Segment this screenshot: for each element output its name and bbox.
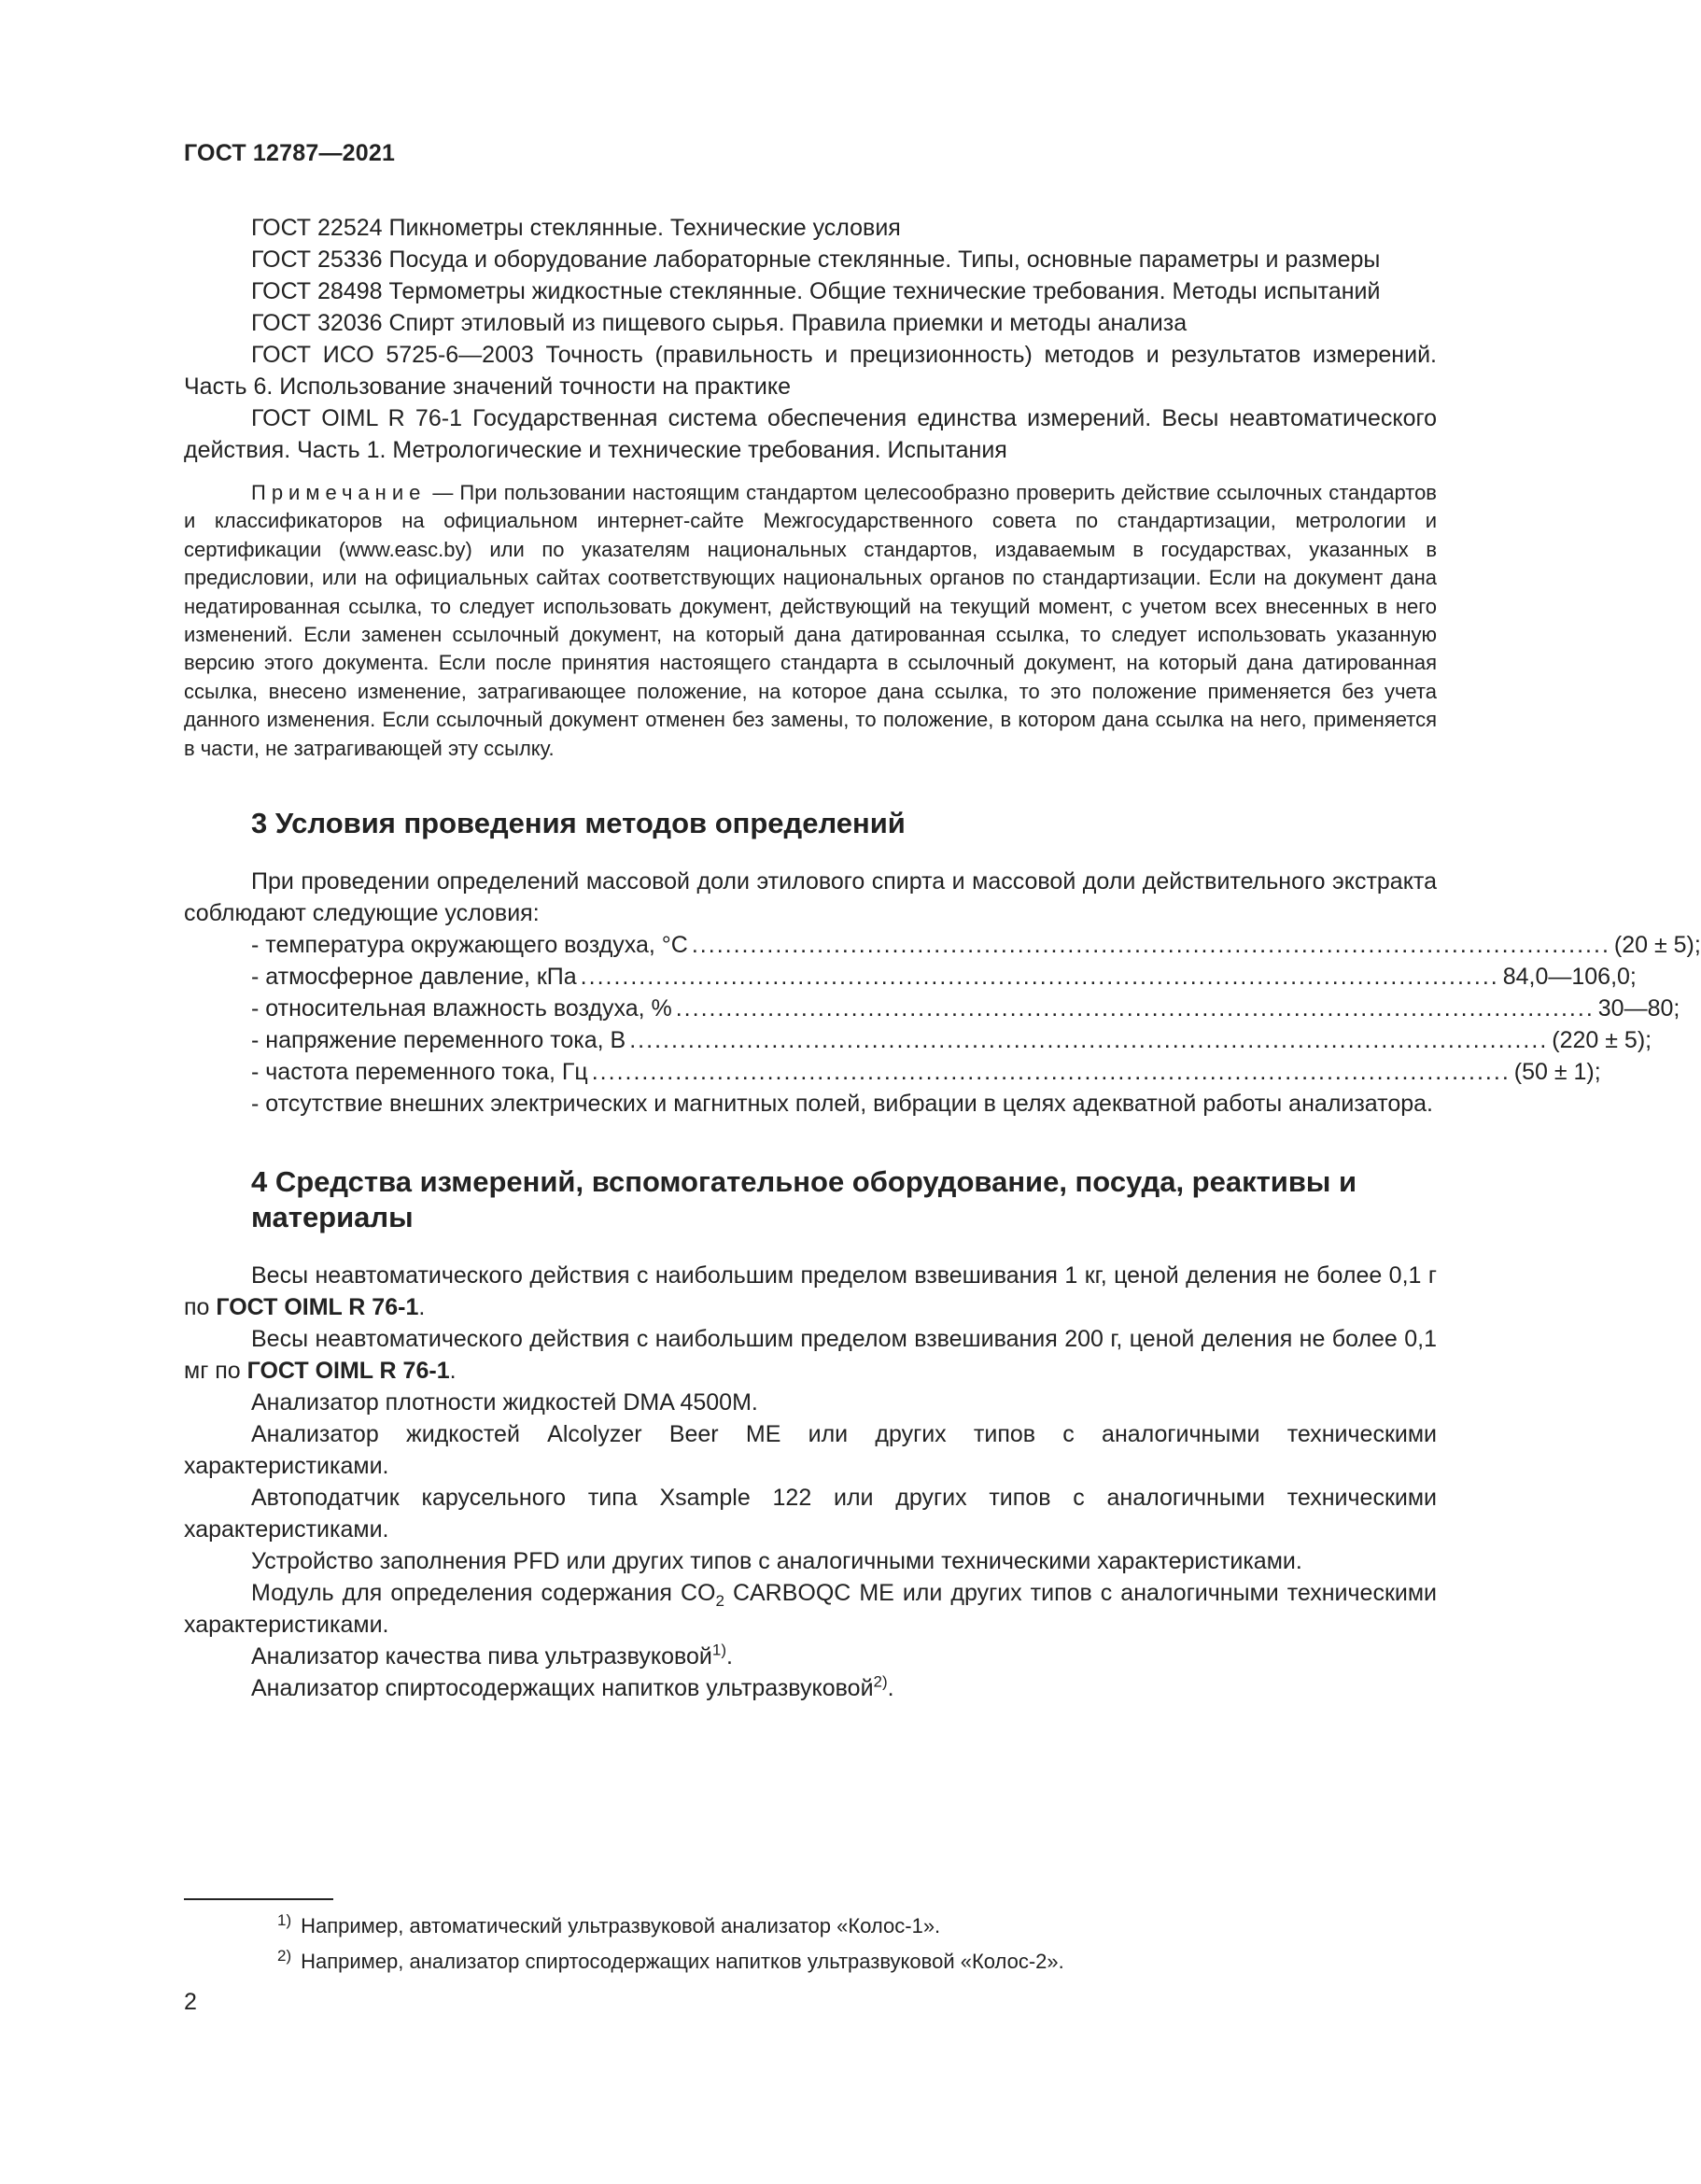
leader-dots: .............................................................................................................. [691,932,1610,959]
footnote-marker: 1) [711,1641,726,1659]
standard-reference: ГОСТ OIML R 76-1 [246,1358,450,1385]
condition-item [251,929,1701,961]
equipment-item: Автоподатчик карусельного типа Xsample 122 или других типов с аналогичными техническими характеристиками. [184,1485,1437,1543]
standard-reference: ГОСТ OIML R 76-1 [216,1294,419,1321]
footnote-number: 2) [277,1946,292,1965]
condition-label: - частота переменного тока, Гц [251,1059,588,1086]
condition-value: (20 ± 5); [1613,932,1701,959]
note-text: — При пользовании настоящим стандартом целесообразно проверить действие ссылочных стандартов и классификаторов на официальном интернет-сайте Межгосударственного совета по стандартизации, метрологии и сертификации (www.easc.by) или по указателям национальных стандартов, издаваемым в государствах, указанных в предисловии, или на официальных сайтах соответствующих национальных органов по стандартизации. Если на документ дана недатированная ссылка, то следует использовать документ, действующий на текущий момент, с учетом всех внесенных в него изменений. Если заменен ссылочный документ, на который дана датированная ссылка, то следует использовать указанную версию этого документа. Если после принятия настоящего стандарта в ссылочный документ, на который дана датированная ссылка, внесено изменение, затрагивающее положение, на которое дана ссылка, то это положение применяется без учета данного изменения. Если ссылочный документ отменен без замены, то положение, в котором дана ссылка на него, применяется в части, не затрагивающей эту ссылку. [184,481,1437,760]
leader-dots: .............................................................................................................. [591,1059,1511,1086]
condition-label: - напряжение переменного тока, В [251,1027,626,1054]
footnote-divider [184,1898,333,1900]
condition-label: - атмосферное давление, кПа [251,964,577,991]
footnote-text: Например, анализатор спиртосодержащих напитков ультразвуковой «Колос-2». [301,1950,1064,1973]
document-header: ГОСТ 12787—2021 [184,140,396,166]
condition-item [251,961,1637,993]
equipment-text: Весы неавтоматического действия с наибольшим пределом взвешивания 200 г, ценой деления не более 0,1 мг по [184,1326,1437,1385]
section-3-heading: 3 Условия проведения методов определений [251,807,906,840]
condition-value: 30—80; [1597,995,1680,1022]
leader-dots: .............................................................................................................. [580,964,1499,991]
reference-note [184,479,1437,763]
footnote-text: Например, автоматический ультразвуковой анализатор «Колос-1». [301,1914,941,1937]
condition-item [251,1056,1601,1088]
page-content [184,212,1701,1704]
condition-label: - температура окружающего воздуха, °С [251,932,688,959]
equipment-text: Анализатор качества пива ультразвуковой [251,1643,712,1670]
reference-item: ГОСТ 25336 Посуда и оборудование лабораторные стеклянные. Типы, основные параметры и размеры [251,247,1381,273]
equipment-item: Весы неавтоматического действия с наибольшим пределом взвешивания 1 кг, ценой деления не более 0,1 г по ГОСТ OIML R 76-1. [184,1262,1437,1321]
equipment-text: Модуль для определения содержания CO [251,1580,716,1607]
reference-item: ГОСТ 32036 Спирт этиловый из пищевого сырья. Правила приемки и методы анализа [251,310,1188,336]
equipment-text: Весы неавтоматического действия с наибольшим пределом взвешивания 1 кг, ценой деления не более 0,1 г по [184,1262,1437,1321]
equipment-text: CARBOQC ME или других типов с аналогичными техническими характеристиками. [184,1580,1438,1639]
section-3-intro: При проведении определений массовой доли этилового спирта и массовой доли действительного экстракта соблюдают следующие условия: [184,868,1437,927]
subscript: 2 [715,1592,724,1611]
equipment-text: Анализатор спиртосодержащих напитков ультразвуковой [251,1675,874,1702]
footnotes [184,1909,1437,1980]
condition-value: (50 ± 1); [1513,1059,1601,1086]
condition-last: - отсутствие внешних электрических и магнитных полей, вибрации в целях адекватной работы анализатора. [251,1091,1433,1118]
footnote [184,1909,1437,1944]
condition-label: - относительная влажность воздуха, % [251,995,672,1022]
reference-item: ГОСТ OIML R 76-1 Государственная система обеспечения единства измерений. Весы неавтоматического действия. Часть 1. Метрологические и технические требования. Испытания [184,405,1437,463]
page-number: 2 [184,1989,197,2015]
condition-value: 84,0—106,0; [1502,964,1637,991]
equipment-item [184,1577,1437,1641]
equipment-item: Анализатор жидкостей Alcolyzer Beer ME или других типов с аналогичными техническими характеристиками. [184,1421,1437,1480]
condition-value: (220 ± 5); [1552,1027,1652,1054]
footnote [184,1944,1437,1980]
note-label: Примечание [251,481,427,504]
reference-item: ГОСТ 28498 Термометры жидкостные стеклянные. Общие технические требования. Методы испытаний [251,278,1381,304]
footnote-marker: 2) [873,1672,888,1691]
reference-item: ГОСТ 22524 Пикнометры стеклянные. Технические условия [251,215,901,241]
leader-dots: .............................................................................................................. [629,1027,1549,1054]
condition-item [251,993,1680,1024]
equipment-item: Весы неавтоматического действия с наибольшим пределом взвешивания 200 г, ценой деления не более 0,1 мг по ГОСТ OIML R 76-1. [184,1326,1437,1385]
equipment-item: Анализатор качества пива ультразвуковой$^{1)}$. [251,1641,733,1670]
equipment-item: Устройство заполнения PFD или других типов с аналогичными техническими характеристиками. [251,1548,1302,1575]
leader-dots: .............................................................................................................. [675,995,1595,1022]
equipment-item: Анализатор плотности жидкостей DMA 4500M. [251,1389,758,1416]
footnote-number: 1) [277,1910,292,1929]
section-4-heading: 4 Средства измерений, вспомогательное оборудование, посуда, реактивы и материалы [251,1165,1357,1234]
reference-item: ГОСТ ИСО 5725-6—2003 Точность (правильность и прецизионность) методов и результатов измерений. Часть 6. Использование значений точности на практике [184,342,1437,400]
equipment-item: Анализатор спиртосодержащих напитков ультразвуковой$^{2)}$. [251,1672,894,1702]
condition-item [251,1024,1652,1056]
